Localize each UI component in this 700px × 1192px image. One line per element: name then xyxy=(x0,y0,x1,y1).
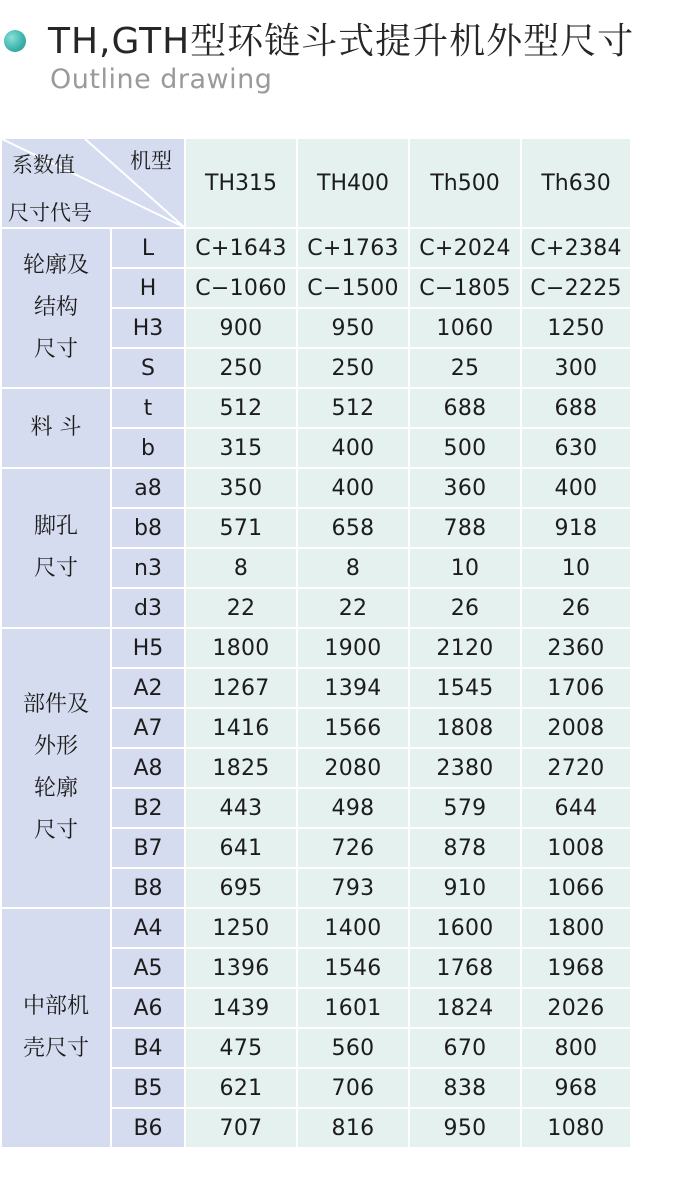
value-cell: 315 xyxy=(185,428,297,468)
value-cell: 10 xyxy=(409,548,521,588)
page-subtitle: Outline drawing xyxy=(50,64,273,95)
value-cell: 838 xyxy=(409,1068,521,1108)
value-cell: 22 xyxy=(297,588,409,628)
value-cell: 1800 xyxy=(185,628,297,668)
value-cell: 1396 xyxy=(185,948,297,988)
dimension-code-cell: B5 xyxy=(111,1068,185,1108)
value-cell: 512 xyxy=(297,388,409,428)
value-cell: 695 xyxy=(185,868,297,908)
value-cell: 1825 xyxy=(185,748,297,788)
value-cell: 571 xyxy=(185,508,297,548)
value-cell: 726 xyxy=(297,828,409,868)
value-cell: 560 xyxy=(297,1028,409,1068)
value-cell: C−2225 xyxy=(521,268,631,308)
group-label-line: 轮廓 xyxy=(33,776,78,801)
group-label-line: 料 斗 xyxy=(30,415,82,440)
bullet-dot-icon xyxy=(4,30,26,52)
value-cell: C+2024 xyxy=(409,228,521,268)
value-cell: 630 xyxy=(521,428,631,468)
dimension-code-cell: b xyxy=(111,428,185,468)
value-cell: 250 xyxy=(297,348,409,388)
value-cell: 250 xyxy=(185,348,297,388)
dimension-code-cell: H5 xyxy=(111,628,185,668)
model-header-th630: Th630 xyxy=(521,138,631,228)
value-cell: 2008 xyxy=(521,708,631,748)
value-cell: 1060 xyxy=(409,308,521,348)
value-cell: 950 xyxy=(297,308,409,348)
value-cell: 1066 xyxy=(521,868,631,908)
value-cell: 400 xyxy=(521,468,631,508)
dimension-code-cell: H3 xyxy=(111,308,185,348)
corner-label-coefficient: 系数值 xyxy=(12,153,75,177)
table-header-row xyxy=(1,138,631,228)
value-cell: 1824 xyxy=(409,988,521,1028)
dimension-code-cell: H xyxy=(111,268,185,308)
model-header-th400: TH400 xyxy=(297,138,409,228)
value-cell: 688 xyxy=(521,388,631,428)
value-cell: 512 xyxy=(185,388,297,428)
value-cell: 1416 xyxy=(185,708,297,748)
value-cell: 350 xyxy=(185,468,297,508)
value-cell: 25 xyxy=(409,348,521,388)
value-cell: 26 xyxy=(521,588,631,628)
value-cell: 793 xyxy=(297,868,409,908)
value-cell: 300 xyxy=(521,348,631,388)
dimension-code-cell: A7 xyxy=(111,708,185,748)
value-cell: C−1805 xyxy=(409,268,521,308)
dimension-table xyxy=(0,137,632,1149)
value-cell: 2026 xyxy=(521,988,631,1028)
dimension-code-cell: B7 xyxy=(111,828,185,868)
table-row xyxy=(1,228,631,268)
value-cell: 26 xyxy=(409,588,521,628)
table-row xyxy=(1,908,631,948)
value-cell: 2120 xyxy=(409,628,521,668)
group-label-cell xyxy=(1,228,111,388)
value-cell: 788 xyxy=(409,508,521,548)
corner-label-dimension-code: 尺寸代号 xyxy=(8,201,92,225)
group-label-line: 外形 xyxy=(33,734,78,759)
group-label-line: 部件及 xyxy=(22,692,89,717)
dimension-code-cell: a8 xyxy=(111,468,185,508)
value-cell: 8 xyxy=(185,548,297,588)
model-header-th315: TH315 xyxy=(185,138,297,228)
value-cell: 1546 xyxy=(297,948,409,988)
value-cell: 1800 xyxy=(521,908,631,948)
value-cell: 950 xyxy=(409,1108,521,1148)
group-label-line: 壳尺寸 xyxy=(22,1036,89,1061)
dimension-code-cell: B4 xyxy=(111,1028,185,1068)
group-label-line: 中部机 xyxy=(22,994,89,1019)
group-label-cell xyxy=(1,468,111,628)
page-title: TH,GTH型环链斗式提升机外型尺寸 xyxy=(48,21,635,62)
value-cell: 658 xyxy=(297,508,409,548)
value-cell: 641 xyxy=(185,828,297,868)
value-cell: 800 xyxy=(521,1028,631,1068)
value-cell: 2720 xyxy=(521,748,631,788)
value-cell: 1400 xyxy=(297,908,409,948)
group-label-line: 轮廓及 xyxy=(22,253,89,278)
value-cell: 400 xyxy=(297,468,409,508)
value-cell: 918 xyxy=(521,508,631,548)
table-row xyxy=(1,628,631,668)
value-cell: 900 xyxy=(185,308,297,348)
value-cell: 621 xyxy=(185,1068,297,1108)
value-cell: 1439 xyxy=(185,988,297,1028)
dimension-code-cell: A4 xyxy=(111,908,185,948)
value-cell: C−1060 xyxy=(185,268,297,308)
value-cell: 443 xyxy=(185,788,297,828)
group-label-cell xyxy=(1,628,111,908)
value-cell: 498 xyxy=(297,788,409,828)
value-cell: 1080 xyxy=(521,1108,631,1148)
value-cell: 1968 xyxy=(521,948,631,988)
dimension-code-cell: B8 xyxy=(111,868,185,908)
value-cell: 1250 xyxy=(521,308,631,348)
dimension-code-cell: A5 xyxy=(111,948,185,988)
table-corner-cell xyxy=(1,138,185,228)
group-label-line: 脚孔 xyxy=(33,514,78,539)
dimension-code-cell: b8 xyxy=(111,508,185,548)
value-cell: 1267 xyxy=(185,668,297,708)
dimension-code-cell: d3 xyxy=(111,588,185,628)
value-cell: 1600 xyxy=(409,908,521,948)
dimension-code-cell: n3 xyxy=(111,548,185,588)
value-cell: 707 xyxy=(185,1108,297,1148)
dimension-code-cell: B2 xyxy=(111,788,185,828)
value-cell: 10 xyxy=(521,548,631,588)
value-cell: 1768 xyxy=(409,948,521,988)
value-cell: 816 xyxy=(297,1108,409,1148)
value-cell: 1808 xyxy=(409,708,521,748)
group-label-line: 尺寸 xyxy=(33,337,78,362)
value-cell: 475 xyxy=(185,1028,297,1068)
value-cell: 2360 xyxy=(521,628,631,668)
value-cell: 1250 xyxy=(185,908,297,948)
value-cell: 500 xyxy=(409,428,521,468)
value-cell: 360 xyxy=(409,468,521,508)
value-cell: 706 xyxy=(297,1068,409,1108)
group-label-line: 尺寸 xyxy=(33,818,78,843)
page-header xyxy=(0,0,700,120)
dimension-code-cell: A2 xyxy=(111,668,185,708)
value-cell: 8 xyxy=(297,548,409,588)
value-cell: 670 xyxy=(409,1028,521,1068)
value-cell: 1394 xyxy=(297,668,409,708)
value-cell: 2380 xyxy=(409,748,521,788)
value-cell: 579 xyxy=(409,788,521,828)
value-cell: 400 xyxy=(297,428,409,468)
value-cell: 968 xyxy=(521,1068,631,1108)
value-cell: 910 xyxy=(409,868,521,908)
group-label-cell xyxy=(1,908,111,1148)
dimension-code-cell: A6 xyxy=(111,988,185,1028)
dimension-code-cell: t xyxy=(111,388,185,428)
value-cell: C−1500 xyxy=(297,268,409,308)
dimension-code-cell: A8 xyxy=(111,748,185,788)
dimension-code-cell: S xyxy=(111,348,185,388)
value-cell: 1900 xyxy=(297,628,409,668)
dimension-code-cell: B6 xyxy=(111,1108,185,1148)
value-cell: 878 xyxy=(409,828,521,868)
value-cell: 644 xyxy=(521,788,631,828)
value-cell: 1008 xyxy=(521,828,631,868)
value-cell: 2080 xyxy=(297,748,409,788)
model-header-th500: Th500 xyxy=(409,138,521,228)
group-label-line: 结构 xyxy=(33,295,78,320)
value-cell: 1706 xyxy=(521,668,631,708)
value-cell: C+2384 xyxy=(521,228,631,268)
value-cell: 1601 xyxy=(297,988,409,1028)
table-row xyxy=(1,388,631,428)
value-cell: 688 xyxy=(409,388,521,428)
value-cell: C+1643 xyxy=(185,228,297,268)
dimension-code-cell: L xyxy=(111,228,185,268)
group-label-line: 尺寸 xyxy=(33,556,78,581)
value-cell: 1566 xyxy=(297,708,409,748)
table-row xyxy=(1,468,631,508)
corner-label-model: 机型 xyxy=(130,149,172,173)
value-cell: 22 xyxy=(185,588,297,628)
group-label-cell xyxy=(1,388,111,468)
value-cell: 1545 xyxy=(409,668,521,708)
value-cell: C+1763 xyxy=(297,228,409,268)
